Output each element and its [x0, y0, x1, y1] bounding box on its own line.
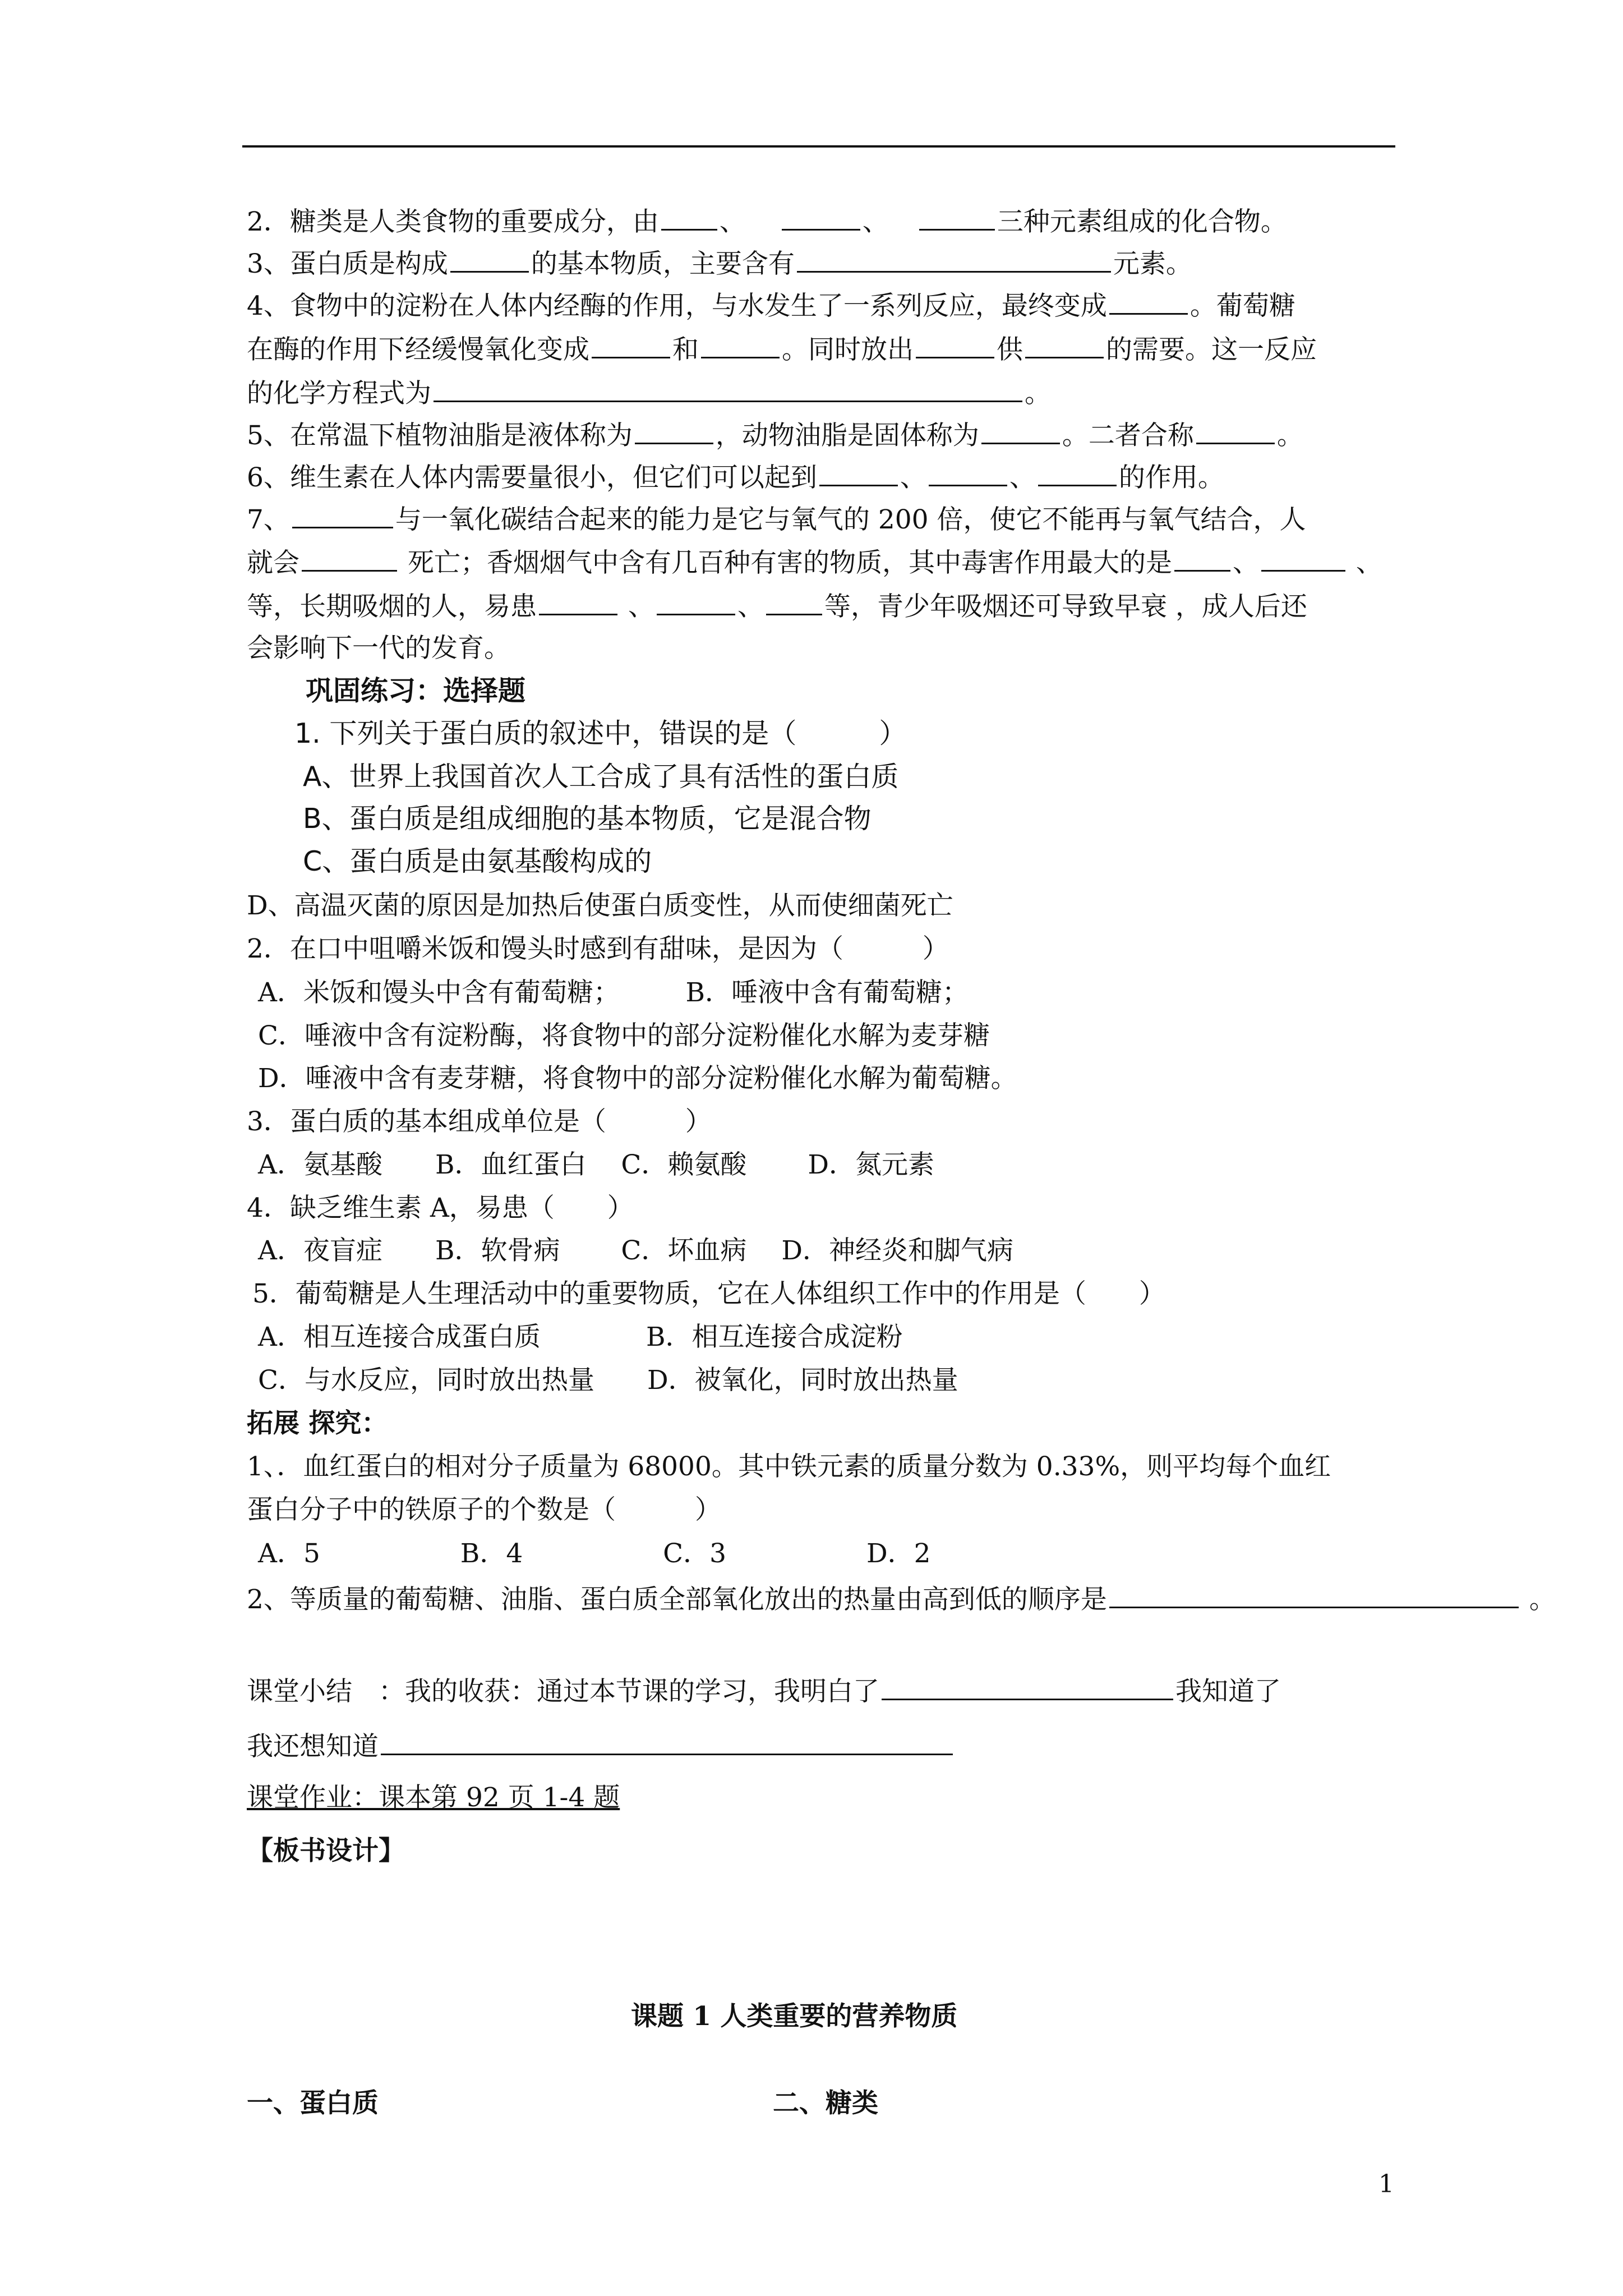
answer-blank[interactable]: [981, 417, 1060, 444]
answer-blank[interactable]: [1038, 459, 1117, 486]
practice-q1: 1. 下列关于蛋白质的叙述中，错误的是（ ）: [294, 717, 907, 749]
answer-blank[interactable]: [661, 203, 717, 231]
question-3: 3、蛋白质是构成 的基本物质，主要含有 元素。: [247, 245, 1192, 281]
question-4-line-2: 在酶的作用下经缓慢氧化变成 和 。同时放出 供 的需要。这一反应: [247, 331, 1317, 367]
summary-line-1: 课堂小结 ：我的收获：通过本节课的学习，我明白了 我知道了: [247, 1673, 1281, 1709]
answer-blank[interactable]: [766, 588, 822, 615]
practice-q1-option-c: C、蛋白质是由氨基酸构成的: [303, 845, 652, 877]
page-number: 1: [1378, 2170, 1394, 2198]
question-2: 2．糖类是人类食物的重要成分，由 、 、 三种元素组成的化合物。: [247, 203, 1287, 239]
answer-blank[interactable]: [929, 459, 1007, 486]
practice-q4-options: A．夜盲症 B．软骨病 C．坏血病 D．神经炎和脚气病: [258, 1235, 1014, 1266]
practice-q2-option-d: D．唾液中含有麦芽糖，将食物中的部分淀粉催化水解为葡萄糖。: [258, 1063, 1017, 1094]
extension-q1-line-2: 蛋白分子中的铁原子的个数是（ ）: [247, 1494, 721, 1525]
question-5: 5、在常温下植物油脂是液体称为 ，动物油脂是固体称为 。二者合称 。: [247, 417, 1303, 453]
practice-q1-option-b: B、蛋白质是组成细胞的基本物质，它是混合物: [303, 803, 872, 835]
answer-blank[interactable]: [1196, 417, 1275, 444]
answer-blank[interactable]: [819, 459, 898, 486]
answer-blank[interactable]: [916, 331, 994, 358]
practice-q3-options: A．氨基酸 B．血红蛋白 C．赖氨酸 D．氮元素: [258, 1149, 935, 1180]
answer-blank[interactable]: [450, 245, 529, 273]
answer-blank[interactable]: [592, 331, 670, 358]
extension-q1-options: A．5 B．4 C．3 D．2: [258, 1538, 931, 1569]
question-7-line-4: 会影响下一代的发育。: [247, 633, 510, 664]
question-6: 6、维生素在人体内需要量很小，但它们可以起到 、 、 的作用。: [247, 459, 1224, 495]
answer-blank[interactable]: [797, 245, 1111, 273]
answer-blank[interactable]: [919, 203, 995, 231]
answer-blank[interactable]: [782, 203, 860, 231]
extension-q1-line-1: 1、．血红蛋白的相对分子质量为 68000。其中铁元素的质量分数为 0.33%，则平均每个血红: [247, 1451, 1331, 1482]
answer-blank[interactable]: [635, 417, 713, 444]
answer-blank[interactable]: [1109, 287, 1188, 315]
question-4-line-1: 4、食物中的淀粉在人体内经酶的作用，与水发生了一系列反应，最终变成 。葡萄糖: [247, 287, 1295, 323]
board-design-label: 【板书设计】: [247, 1835, 405, 1866]
extension-q2: 2、等质量的葡萄糖、油脂、蛋白质全部氧化放出的热量由高到低的顺序是 。: [247, 1581, 1556, 1617]
practice-q4: 4．缺乏维生素 A，易患（ ）: [247, 1193, 634, 1223]
practice-q5-options-ab: A．相互连接合成蛋白质 B．相互连接合成淀粉: [258, 1322, 903, 1352]
answer-blank[interactable]: [701, 331, 780, 358]
board-section-sugar: 二、糖类: [773, 2088, 878, 2119]
extension-heading: 拓展 探究：: [247, 1408, 388, 1439]
answer-blank[interactable]: [434, 375, 1022, 402]
practice-q2: 2．在口中咀嚼米饭和馒头时感到有甜味，是因为（ ）: [247, 933, 949, 964]
answer-blank[interactable]: [1261, 544, 1345, 572]
practice-q3: 3．蛋白质的基本组成单位是（ ）: [247, 1106, 712, 1137]
practice-q1-option-a: A、世界上我国首次人工合成了具有活性的蛋白质: [303, 761, 899, 793]
practice-q5: 5．葡萄糖是人生理活动中的重要物质，它在人体组织工作中的作用是（ ）: [252, 1278, 1165, 1309]
question-7-line-3: 等，长期吸烟的人，易患 、 、 等，青少年吸烟还可导致早衰 ，成人后还: [247, 588, 1307, 624]
practice-q2-options-ab: A．米饭和馒头中含有葡萄糖； B．唾液中含有葡萄糖；: [258, 977, 969, 1008]
summary-line-2: 我还想知道: [247, 1728, 955, 1764]
practice-q2-option-c: C．唾液中含有淀粉酶，将食物中的部分淀粉催化水解为麦芽糖: [258, 1020, 990, 1051]
answer-blank[interactable]: [381, 1728, 953, 1755]
question-7-line-2: 就会 死亡；香烟烟气中含有几百种有害的物质，其中毒害作用最大的是 、 、: [247, 544, 1382, 580]
board-section-protein: 一、蛋白质: [247, 2088, 379, 2119]
practice-q1-option-d: D、高温灭菌的原因是加热后使蛋白质变性，从而使细菌死亡: [247, 890, 953, 921]
answer-blank[interactable]: [882, 1673, 1173, 1700]
question-4-line-3: 的化学方程式为 。: [247, 375, 1051, 411]
answer-blank[interactable]: [657, 588, 735, 615]
answer-blank[interactable]: [539, 588, 617, 615]
homework-text: 课堂作业：课本第 92 页 1-4 题: [247, 1782, 620, 1813]
answer-blank[interactable]: [302, 544, 397, 572]
answer-blank[interactable]: [1025, 331, 1104, 358]
answer-blank[interactable]: [1174, 544, 1230, 572]
practice-heading: 巩固练习：选择题: [306, 675, 526, 707]
question-7-line-1: 7、 与一氧化碳结合起来的能力是它与氧气的 200 倍，使它不能再与氧气结合，人: [247, 501, 1306, 537]
board-design-title: 课题 1 人类重要的营养物质: [631, 2001, 958, 2032]
practice-q5-options-cd: C．与水反应，同时放出热量 D．被氧化，同时放出热量: [258, 1365, 958, 1396]
answer-blank[interactable]: [292, 501, 393, 528]
header-rule: [242, 145, 1395, 148]
answer-blank[interactable]: [1109, 1581, 1519, 1608]
